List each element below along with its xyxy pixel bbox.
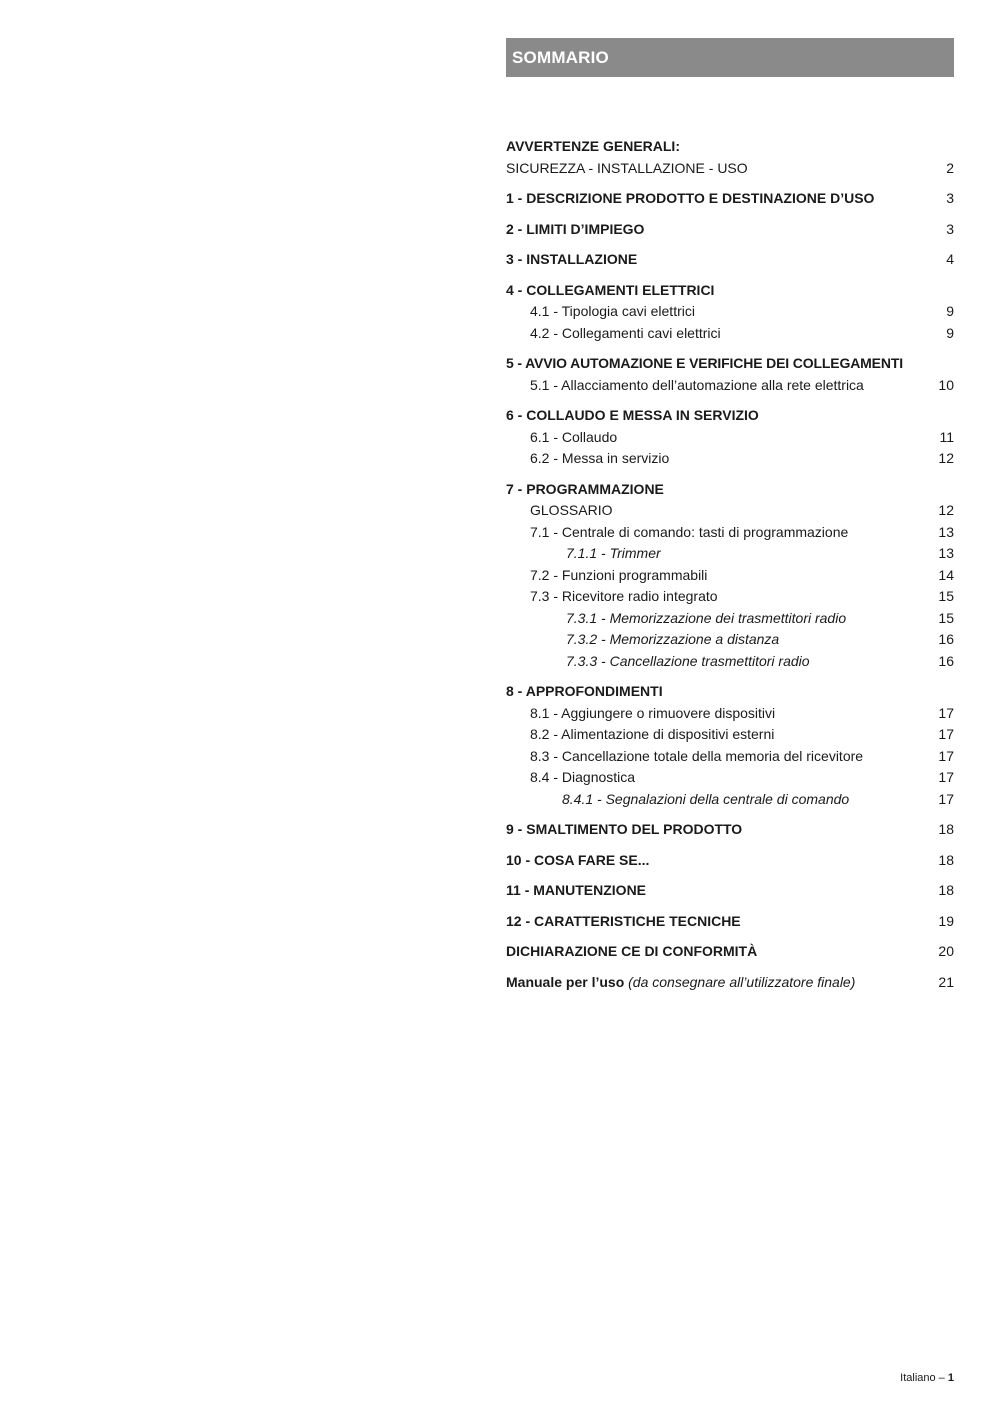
toc-entry-page: 15 [938, 609, 954, 626]
toc-entry-label: 4 - COLLEGAMENTI ELETTRICI [506, 281, 715, 298]
toc-entry[interactable] [506, 500, 954, 522]
toc-entry-label: 7.3.2 - Memorizzazione a distanza [566, 631, 780, 647]
toc-entry-label: 7.3 - Ricevitore radio integrato [530, 588, 718, 604]
toc-entry[interactable] [506, 651, 954, 673]
toc-entry-label: 7 - PROGRAMMAZIONE [506, 480, 664, 497]
toc-entry-label: 5.1 - Allacciamento dell’automazione alla rete elettrica [530, 376, 864, 393]
toc-entry[interactable] [506, 819, 954, 841]
toc-entry[interactable] [506, 448, 954, 470]
toc-entry-page: 11 [939, 428, 954, 445]
toc-entry[interactable] [506, 522, 954, 544]
toc-entry-page: 3 [946, 190, 954, 206]
toc-entry-page: 19 [938, 912, 954, 929]
toc-entry-page: 16 [938, 652, 954, 669]
toc-entry-page: 3 [946, 220, 954, 237]
toc-group-8 [506, 681, 954, 810]
toc-entry-page: 2 [946, 159, 954, 176]
toc-entry-page: 17 [938, 769, 954, 785]
toc-group-ce [506, 941, 954, 963]
toc-entry-page: 15 [938, 588, 954, 604]
table-of-contents [506, 136, 954, 1002]
toc-entry[interactable] [506, 136, 954, 158]
manual-title: Manuale per l’uso [506, 973, 625, 990]
toc-entry-page: 9 [946, 324, 954, 341]
toc-entry[interactable] [506, 565, 954, 587]
toc-entry-label: 8.4 - Diagnostica [530, 769, 636, 785]
toc-entry[interactable] [506, 608, 954, 630]
toc-entry[interactable] [506, 301, 954, 323]
toc-entry-label: 6.2 - Messa in servizio [530, 450, 670, 466]
toc-entry-label: 8.1 - Aggiungere o rimuovere dispositivi [530, 704, 776, 721]
toc-group-12 [506, 911, 954, 933]
toc-group-4 [506, 280, 954, 345]
toc-entry[interactable] [506, 280, 954, 302]
section-header-bar [506, 38, 954, 77]
toc-group-2 [506, 219, 954, 241]
toc-entry-page: 16 [938, 631, 954, 647]
toc-group-7 [506, 479, 954, 673]
toc-group-3 [506, 249, 954, 271]
toc-entry-label: 4.1 - Tipologia cavi elettrici [530, 303, 695, 319]
toc-entry[interactable] [506, 249, 954, 271]
toc-entry[interactable] [506, 703, 954, 725]
toc-entry-page: 17 [938, 704, 954, 721]
page-title: SOMMARIO [512, 47, 609, 67]
toc-entry-label: 8.4.1 - Segnalazioni della centrale di comando [562, 790, 850, 807]
toc-entry-label: 2 - LIMITI D’IMPIEGO [506, 220, 645, 237]
toc-entry-page: 17 [938, 726, 954, 742]
toc-entry-page: 4 [946, 251, 954, 267]
toc-entry[interactable] [506, 850, 954, 872]
toc-group-11 [506, 880, 954, 902]
toc-group-6 [506, 405, 954, 470]
toc-entry-label: 7.3.1 - Memorizzazione dei trasmettitori radio [566, 609, 847, 626]
toc-entry-page: 18 [938, 882, 954, 898]
toc-entry[interactable] [506, 880, 954, 902]
toc-entry[interactable] [506, 479, 954, 501]
toc-entry-label: SICUREZZA - INSTALLAZIONE - USO [506, 159, 748, 176]
toc-group-10 [506, 850, 954, 872]
toc-entry-label: 9 - SMALTIMENTO DEL PRODOTTO [506, 821, 743, 837]
toc-entry-label: 6.1 - Collaudo [530, 428, 618, 445]
toc-entry[interactable] [506, 972, 954, 994]
toc-entry-label: 1 - DESCRIZIONE PRODOTTO E DESTINAZIONE D’USO [506, 190, 875, 206]
toc-entry[interactable] [506, 353, 954, 375]
toc-entry[interactable] [506, 767, 954, 789]
toc-entry[interactable] [506, 427, 954, 449]
toc-entry-label: 10 - COSA FARE SE... [506, 851, 650, 868]
toc-group-avvertenze [506, 136, 954, 179]
toc-entry-page: 12 [938, 450, 954, 466]
toc-entry-label: AVVERTENZE GENERALI: [506, 138, 680, 154]
toc-entry-page: 20 [938, 943, 954, 959]
toc-entry[interactable] [506, 586, 954, 608]
toc-entry[interactable] [506, 911, 954, 933]
toc-entry[interactable] [506, 724, 954, 746]
toc-entry-page: 21 [938, 973, 954, 990]
toc-entry[interactable] [506, 405, 954, 427]
toc-group-9 [506, 819, 954, 841]
toc-entry-label: 8 - APPROFONDIMENTI [506, 683, 663, 699]
toc-entry-page: 17 [938, 790, 954, 807]
toc-entry[interactable] [506, 543, 954, 565]
toc-entry-label: 11 - MANUTENZIONE [506, 882, 647, 898]
toc-entry-label: 3 - INSTALLAZIONE [506, 251, 638, 267]
toc-entry[interactable] [506, 746, 954, 768]
toc-entry-label: 8.3 - Cancellazione totale della memoria del ricevitore [530, 747, 864, 764]
toc-entry[interactable] [506, 375, 954, 397]
toc-entry[interactable] [506, 789, 954, 811]
toc-entry[interactable] [506, 941, 954, 963]
toc-entry-label: GLOSSARIO [530, 502, 613, 518]
toc-group-1 [506, 188, 954, 210]
toc-entry-label: 12 - CARATTERISTICHE TECNICHE [506, 912, 741, 929]
toc-entry-label: 7.1 - Centrale di comando: tasti di programmazione [530, 523, 849, 540]
toc-entry-label: 4.2 - Collegamenti cavi elettrici [530, 324, 721, 341]
toc-entry[interactable] [506, 158, 954, 180]
toc-entry-label: 7.3.3 - Cancellazione trasmettitori radio [566, 652, 810, 669]
page-footer [900, 1372, 954, 1384]
toc-group-5 [506, 353, 954, 396]
toc-entry-page: 17 [938, 747, 954, 764]
toc-entry[interactable] [506, 188, 954, 210]
manual-note: (da consegnare all’utilizzatore finale) [628, 973, 856, 990]
toc-entry[interactable] [506, 323, 954, 345]
toc-entry-label: 7.1.1 - Trimmer [566, 545, 661, 561]
toc-entry-page: 12 [938, 502, 954, 518]
toc-entry-label: 6 - COLLAUDO E MESSA IN SERVIZIO [506, 407, 759, 423]
toc-entry-page: 9 [946, 303, 954, 319]
toc-entry-page: 13 [938, 523, 954, 540]
toc-entry[interactable] [506, 629, 954, 651]
toc-entry-page: 13 [938, 545, 954, 561]
toc-entry-label [506, 972, 930, 994]
toc-entry-page: 14 [938, 566, 954, 583]
toc-entry-label: DICHIARAZIONE CE DI CONFORMITÀ [506, 943, 758, 959]
toc-entry[interactable] [506, 681, 954, 703]
toc-entry-page: 18 [938, 851, 954, 868]
toc-entry-page: 10 [938, 376, 954, 393]
page-number: 1 [947, 1372, 954, 1384]
toc-group-manual [506, 972, 954, 994]
footer-language: Italiano – [900, 1372, 945, 1384]
toc-entry-label: 7.2 - Funzioni programmabili [530, 566, 708, 583]
toc-entry[interactable] [506, 219, 954, 241]
toc-entry-page: 18 [938, 821, 954, 837]
toc-entry-label: 5 - AVVIO AUTOMAZIONE E VERIFICHE DEI COLLEGAMENTI [506, 355, 903, 371]
toc-entry-label: 8.2 - Alimentazione di dispositivi esterni [530, 726, 775, 742]
